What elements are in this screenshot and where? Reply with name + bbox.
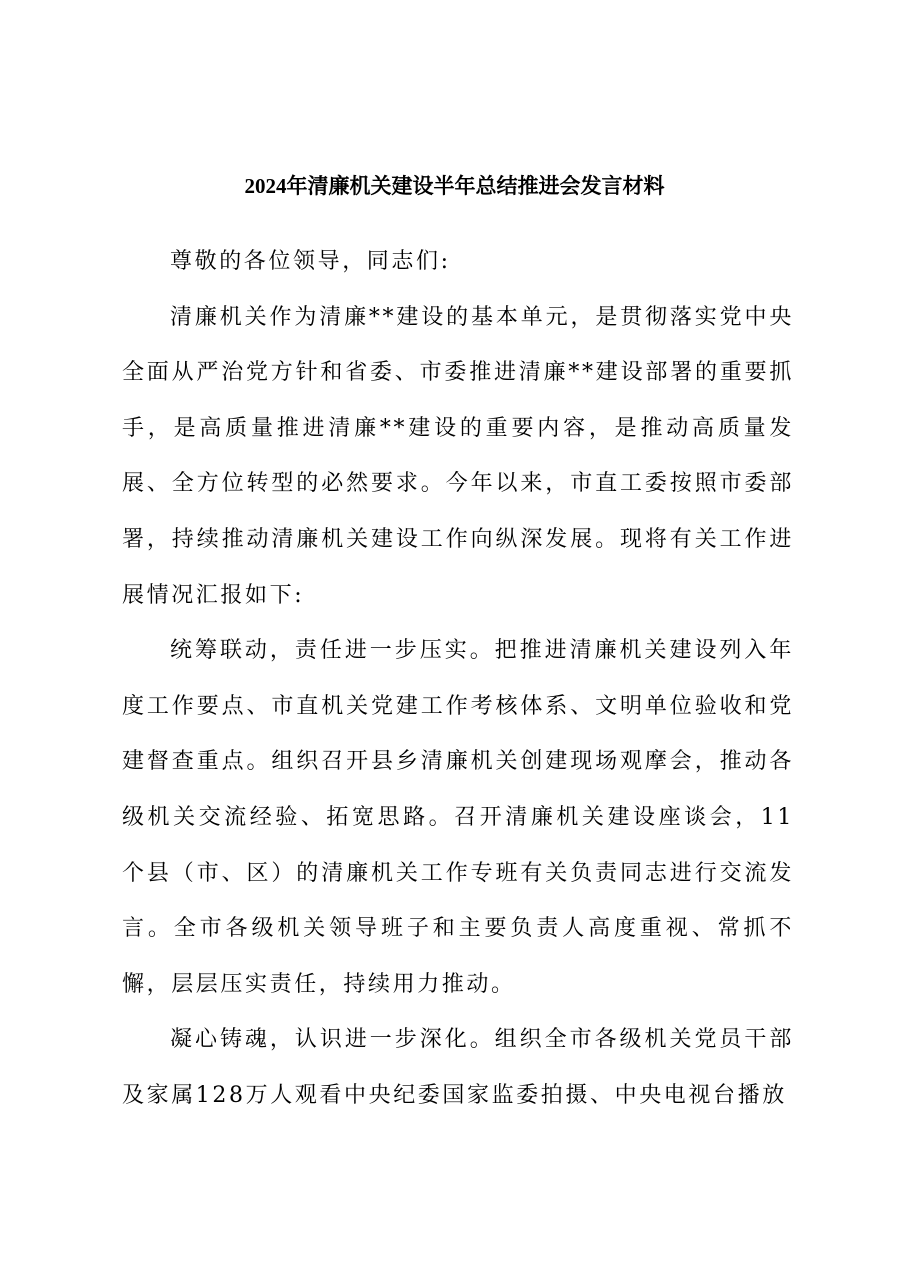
document-title: 2024年清廉机关建设半年总结推进会发言材料: [244, 174, 665, 198]
salutation: 尊敬的各位领导，同志们:: [170, 249, 451, 274]
document-body: [122, 234, 794, 1124]
paragraph-responsibility: 统筹联动，责任进一步压实。把推进清廉机关建设列入年度工作要点、市直机关党建工作考核体系、文明单位验收和党建督查重点。组织召开县乡清廉机关创建现场观摩会，推动各级机关交流经验、拓宽思路。召开清廉机关建设座谈会，11个县（市、区）的清廉机关工作专班有关负责同志进行交流发言。全市各级机关领导班子和主要负责人高度重视、常抓不懈，层层压实责任，持续用力推动。: [122, 638, 794, 997]
paragraph-intro: 清廉机关作为清廉**建设的基本单元，是贯彻落实党中央全面从严治党方针和省委、市委推进清廉**建设部署的重要抓手，是高质量推进清廉**建设的重要内容，是推动高质量发展、全方位转型的必然要求。今年以来，市直工委按照市委部署，持续推动清廉机关建设工作向纵深发展。现将有关工作进展情况汇报如下:: [122, 304, 794, 608]
paragraph-awareness: 凝心铸魂，认识进一步深化。组织全市各级机关党员干部及家属128万人观看中央纪委国家监委拍摄、中央电视台播放: [122, 1027, 794, 1108]
